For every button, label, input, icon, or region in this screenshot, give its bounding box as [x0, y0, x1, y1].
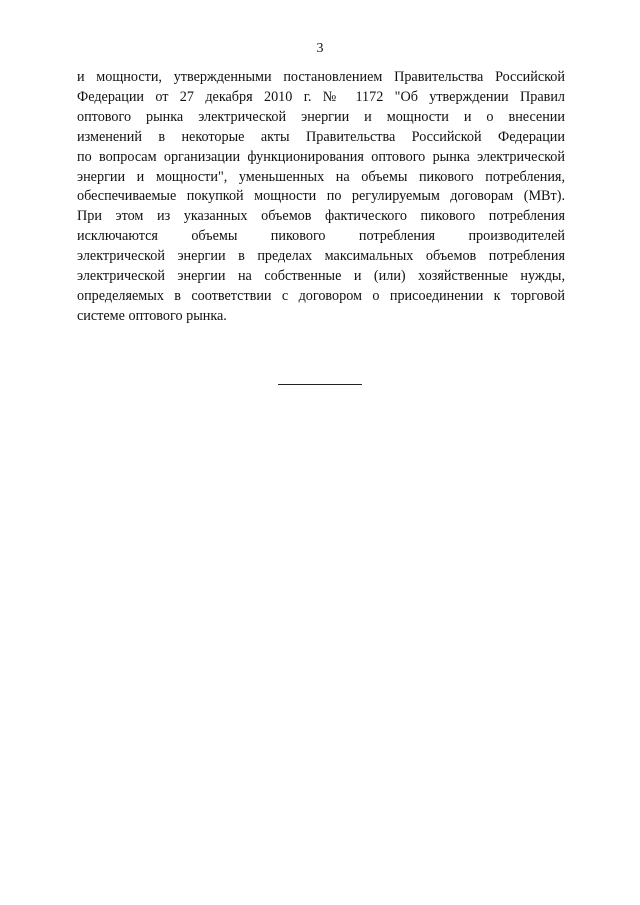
paragraph-line: системе оптового рынка. [77, 307, 227, 324]
paragraph-line: электрической энергии в пределах максимальных объемов потребления [77, 248, 565, 265]
paragraph-line: по вопросам организации функционирования оптового рынка электрической [77, 148, 565, 165]
paragraph-line: При этом из указанных объемов фактического пикового потребления [77, 208, 565, 225]
paragraph-line: энергии и мощности", уменьшенных на объемы пикового потребления, [77, 168, 565, 185]
body-paragraph [77, 68, 565, 327]
paragraph-line: исключаются объемы пикового потребления производителей [77, 228, 565, 245]
page-number: 3 [316, 41, 324, 56]
paragraph-line: оптового рынка электрической энергии и мощности и о внесении [77, 108, 565, 125]
paragraph-line: Федерации от 27 декабря 2010 г. № 1172 "Об утверждении Правил [77, 88, 565, 105]
paragraph-line: и мощности, утвержденными постановлением Правительства Российской [77, 69, 565, 85]
paragraph-line: обеспечиваемые покупкой мощности по регулируемым договорам (МВт). [77, 188, 565, 205]
paragraph-line: определяемых в соответствии с договором о присоединении к торговой [77, 287, 565, 304]
end-divider [278, 384, 362, 385]
paragraph-line: электрической энергии на собственные и (или) хозяйственные нужды, [77, 268, 565, 285]
paragraph-line: изменений в некоторые акты Правительства Российской Федерации [77, 128, 565, 145]
